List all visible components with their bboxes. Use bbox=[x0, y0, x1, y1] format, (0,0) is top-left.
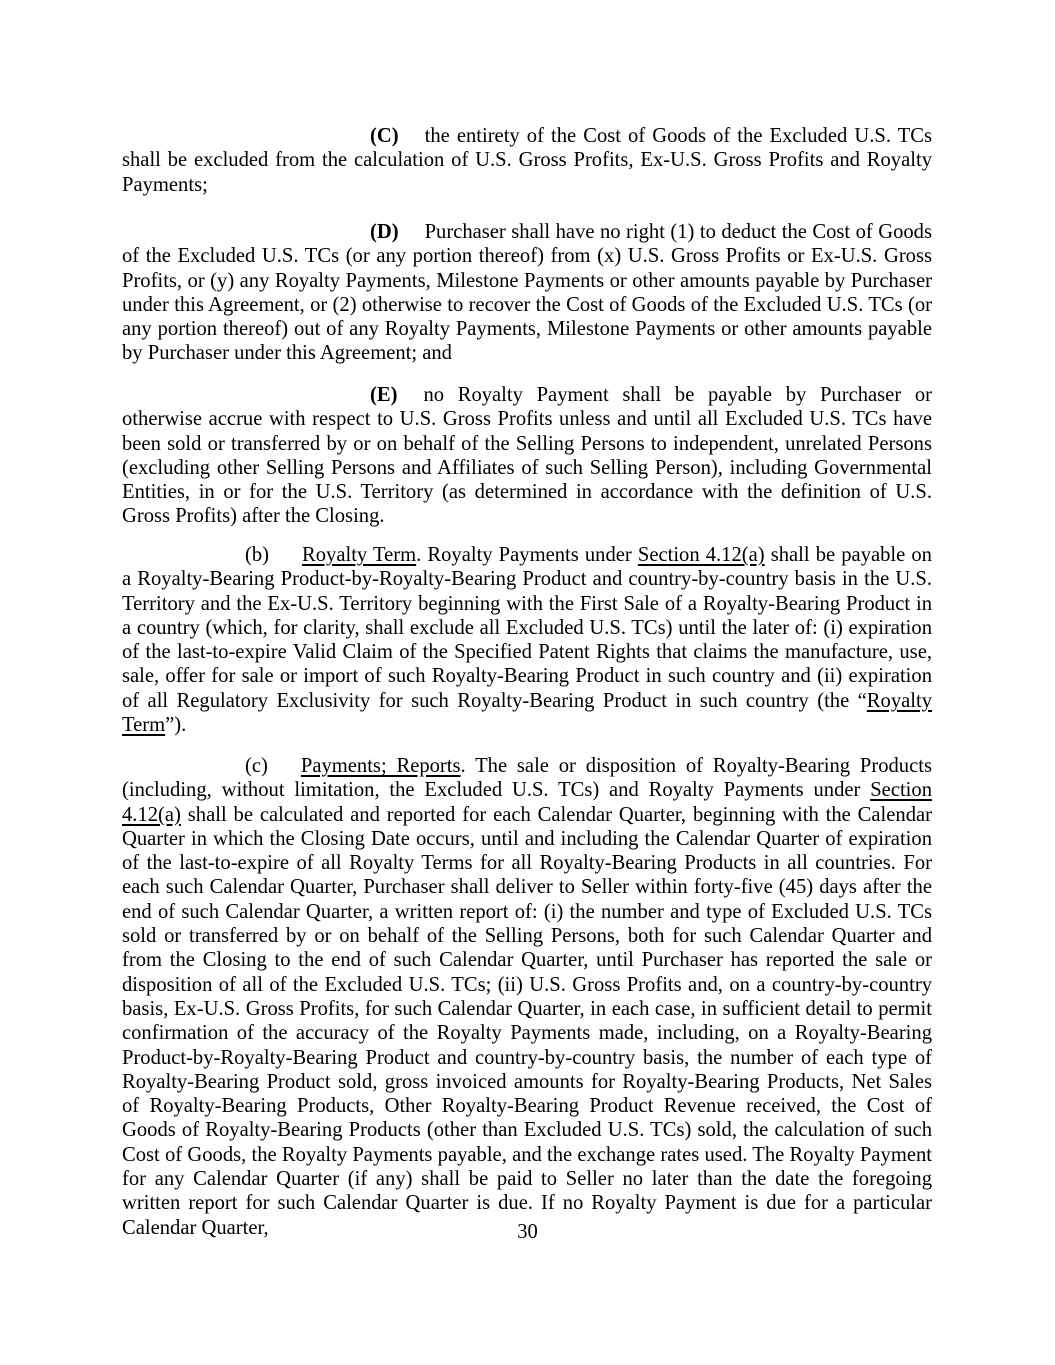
clause-label: (D) bbox=[370, 221, 399, 243]
body-text: shall be calculated and reported for each Calendar Quarter, beginning with the Calendar Quarter in which the Closing Date occurs, until and including the Calendar Quarter of expiration of the last-to-expire of all Royalty Terms for all Royalty-Bearing Products in all countries. For each such Calendar Quarter, Purchaser shall deliver to Seller within forty-five (45) days after the end of such Calendar Quarter, a written report of: (i) the number and type of Excluded U.S. TCs sold or transferred by or on behalf of the Selling Persons, both for such Calendar Quarter and from the Closing to the end of such Calendar Quarter, until Purchaser has reported the sale or disposition of all of the Excluded U.S. TCs; (ii) U.S. Gross Profits and, on a country-by-country basis, Ex-U.S. Gross Profits, for such Calendar Quarter, in each case, in sufficient detail to permit confirmation of the accuracy of the Royalty Payments made, including, on a Royalty-Bearing Product-by-Royalty-Bearing Product and country-by-country basis, the number of each type of Royalty-Bearing Product sold, gross invoiced amounts for Royalty-Bearing Products, Net Sales of Royalty-Bearing Products, Other Royalty-Bearing Product Revenue received, the Cost of Goods of Royalty-Bearing Products (other than Excluded U.S. TCs) sold, the calculation of such Cost of Goods, the Royalty Payments payable, and the exchange rates used. The Royalty Payment for any Calendar Quarter (if any) shall be paid to Seller no later than the date the foregoing written report for such Calendar Quarter is due. If no Royalty Payment is due for a particular Calendar Quarter, bbox=[122, 803, 932, 1239]
page-number: 30 bbox=[517, 1221, 538, 1243]
underlined-term: Royalty Term bbox=[122, 689, 932, 737]
paragraph-clause-C bbox=[122, 124, 932, 197]
body-text: . The sale or disposition of Royalty-Bearing Products (including, without limitation, the Excluded U.S. TCs) and Royalty Payments under bbox=[122, 755, 932, 802]
underlined-term: Section 4.12(a) bbox=[122, 779, 932, 826]
clause-label: (C) bbox=[370, 125, 399, 147]
body-text: . Royalty Payments under bbox=[416, 544, 638, 566]
body-text: no Royalty Payment shall be payable by Purchaser or otherwise accrue with respect to U.S. Gross Profits unless and until all Excluded U.S. TCs have been sold or transferred by or on behalf of the Selling Persons to independent, unrelated Persons (excluding other Selling Persons and Affiliates of such Selling Person), including Governmental Entities, in or for the U.S. Territory (as determined in accordance with the definition of U.S. Gross Profits) after the Closing. bbox=[122, 384, 932, 528]
underlined-term: Royalty Term bbox=[302, 544, 417, 566]
body-text: ”). bbox=[165, 714, 187, 737]
paragraph-royalty-term bbox=[122, 543, 932, 737]
underlined-term: Payments; Reports bbox=[300, 755, 461, 777]
paragraph-clause-E bbox=[122, 383, 932, 529]
clause-label: (E) bbox=[370, 384, 398, 406]
paragraph-payments-reports bbox=[122, 754, 932, 1240]
clause-label: (c) bbox=[245, 755, 268, 777]
body-text: the entirety of the Cost of Goods of the Excluded U.S. TCs shall be excluded from the calculation of U.S. Gross Profits, Ex-U.S. Gross Profits and Royalty Payments; bbox=[122, 125, 932, 196]
paragraph-clause-D bbox=[122, 220, 932, 366]
underlined-term: Section 4.12(a) bbox=[637, 544, 765, 566]
body-text: Purchaser shall have no right (1) to deduct the Cost of Goods of the Excluded U.S. TCs (or any portion thereof) from (x) U.S. Gross Profits or Ex-U.S. Gross Profits, or (y) any Royalty Payments, Milestone Payments or other amounts payable by Purchaser under this Agreement, or (2) otherwise to recover the Cost of Goods of the Excluded U.S. TCs (or any portion thereof) out of any Royalty Payments, Milestone Payments or other amounts payable by Purchaser under this Agreement; and bbox=[122, 221, 932, 365]
clause-label: (b) bbox=[245, 544, 270, 566]
body-text: shall be payable on a Royalty-Bearing Product-by-Royalty-Bearing Product and country-by-country basis in the U.S. Territory and the Ex-U.S. Territory beginning with the First Sale of a Royalty-Bearing Product in a country (which, for clarity, shall exclude all Excluded U.S. TCs) until the later of: (i) expiration of the last-to-expire Valid Claim of the Specified Patent Rights that claims the manufacture, use, sale, offer for sale or import of such Royalty-Bearing Product in such country and (ii) expiration of all Regulatory Exclusivity for such Royalty-Bearing Product in such country (the “ bbox=[122, 544, 932, 712]
